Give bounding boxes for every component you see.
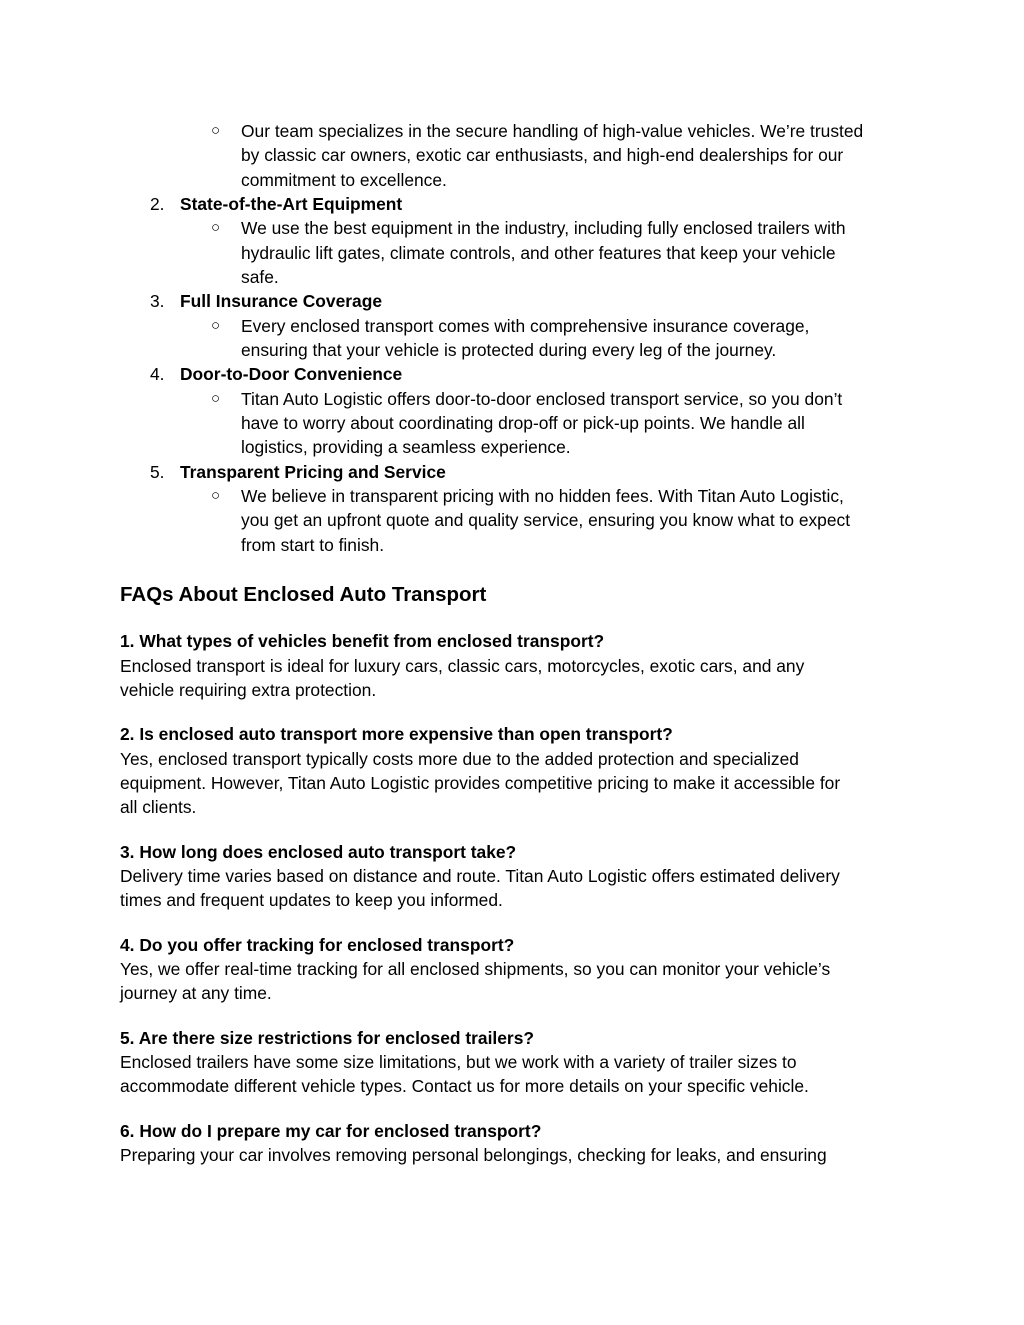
benefit-4-title: Door-to-Door Convenience bbox=[180, 364, 403, 384]
faq-answer-1-line-1: Enclosed transport is ideal for luxury cars, classic cars, motorcycles, exotic cars, and any bbox=[120, 656, 805, 676]
hollow-bullet-icon: ○ bbox=[211, 487, 221, 504]
benefit-1-text-line-1: Our team specializes in the secure handling of high-value vehicles. We’re trusted bbox=[241, 121, 864, 141]
benefit-4-text-line-3: logistics, providing a seamless experience. bbox=[241, 437, 571, 457]
benefit-5-text-line-2: you get an upfront quote and quality service, ensuring you know what to expect bbox=[241, 510, 851, 530]
benefit-4-text-line-1: Titan Auto Logistic offers door-to-door enclosed transport service, so you don’t bbox=[241, 389, 843, 409]
faq-answer-4-line-2: journey at any time. bbox=[120, 983, 272, 1003]
benefit-3-text-line-2: ensuring that your vehicle is protected during every leg of the journey. bbox=[241, 340, 777, 360]
faq-question-6: 6. How do I prepare my car for enclosed transport? bbox=[120, 1121, 542, 1141]
faq-answer-3-line-2: times and frequent updates to keep you informed. bbox=[120, 890, 503, 910]
faq-answer-3-line-1: Delivery time varies based on distance and route. Titan Auto Logistic offers estimated delivery bbox=[120, 866, 840, 886]
benefit-2-text-line-3: safe. bbox=[241, 267, 279, 287]
benefit-5-number: 5. bbox=[150, 462, 165, 482]
benefit-1-text-line-3: commitment to excellence. bbox=[241, 170, 447, 190]
benefit-4-number: 4. bbox=[150, 364, 165, 384]
faq-answer-2-line-2: equipment. However, Titan Auto Logistic provides competitive pricing to make it accessible for bbox=[120, 773, 841, 793]
benefit-3-number: 3. bbox=[150, 291, 165, 311]
faq-question-4: 4. Do you offer tracking for enclosed transport? bbox=[120, 935, 515, 955]
faq-heading: FAQs About Enclosed Auto Transport bbox=[120, 583, 487, 606]
faq-answer-2-line-3: all clients. bbox=[120, 797, 197, 817]
faq-question-1: 1. What types of vehicles benefit from enclosed transport? bbox=[120, 631, 605, 651]
faq-question-2: 2. Is enclosed auto transport more expensive than open transport? bbox=[120, 724, 673, 744]
faq-answer-5-line-1: Enclosed trailers have some size limitations, but we work with a variety of trailer sizes to bbox=[120, 1052, 797, 1072]
benefit-3-text-line-1: Every enclosed transport comes with comprehensive insurance coverage, bbox=[241, 316, 810, 336]
benefit-5-text-line-1: We believe in transparent pricing with no hidden fees. With Titan Auto Logistic, bbox=[241, 486, 844, 506]
faq-answer-5-line-2: accommodate different vehicle types. Contact us for more details on your specific vehicle. bbox=[120, 1076, 809, 1096]
benefit-2-text-line-1: We use the best equipment in the industry, including fully enclosed trailers with bbox=[241, 218, 846, 238]
benefit-3-title: Full Insurance Coverage bbox=[180, 291, 382, 311]
benefit-2-number: 2. bbox=[150, 194, 165, 214]
faq-answer-6-line-1: Preparing your car involves removing personal belongings, checking for leaks, and ensuring bbox=[120, 1145, 827, 1165]
benefit-5-text-line-3: from start to finish. bbox=[241, 535, 385, 555]
hollow-bullet-icon: ○ bbox=[211, 390, 221, 407]
benefit-5-title: Transparent Pricing and Service bbox=[180, 462, 446, 482]
hollow-bullet-icon: ○ bbox=[211, 317, 221, 334]
benefit-1-text-line-2: by classic car owners, exotic car enthusiasts, and high-end dealerships for our bbox=[241, 145, 844, 165]
benefit-2-text-line-2: hydraulic lift gates, climate controls, and other features that keep your vehicle bbox=[241, 243, 836, 263]
benefit-4-text-line-2: have to worry about coordinating drop-off or pick-up points. We handle all bbox=[241, 413, 805, 433]
faq-question-3: 3. How long does enclosed auto transport take? bbox=[120, 842, 517, 862]
faq-answer-4-line-1: Yes, we offer real-time tracking for all enclosed shipments, so you can monitor your vehicle’s bbox=[120, 959, 831, 979]
faq-answer-2-line-1: Yes, enclosed transport typically costs more due to the added protection and specialized bbox=[120, 749, 799, 769]
benefit-2-title: State-of-the-Art Equipment bbox=[180, 194, 403, 214]
hollow-bullet-icon: ○ bbox=[211, 122, 221, 139]
hollow-bullet-icon: ○ bbox=[211, 219, 221, 236]
faq-answer-1-line-2: vehicle requiring extra protection. bbox=[120, 680, 377, 700]
faq-question-5: 5. Are there size restrictions for enclosed trailers? bbox=[120, 1028, 534, 1048]
